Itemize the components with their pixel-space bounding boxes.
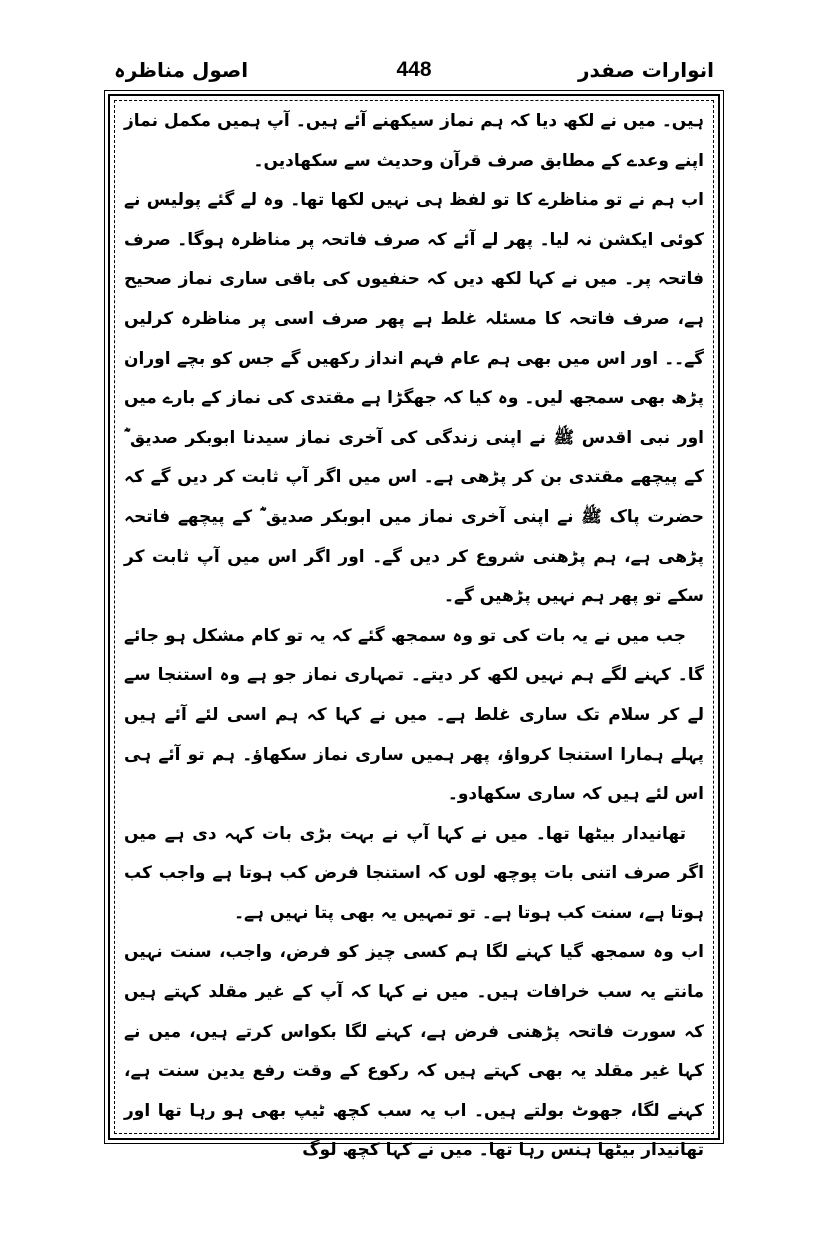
body-text xyxy=(124,102,704,1161)
paragraph: جب میں نے یہ بات کی تو وہ سمجھ گئے کہ یہ تو کام مشکل ہو جائے گا۔ کہنے لگے ہم نہیں لکھ کر دیتے۔ تمہاری نماز جو ہے وہ استنجا سے لے کر سلام تک ساری غلط ہے۔ میں نے کہا کہ ہم اسی لئے آئے ہیں پہلے ہمارا استنجا کرواؤ، پھر ہمیں ساری نماز سکھاؤ۔ ہم تو آئے ہی اس لئے ہیں کہ ساری سکھادو۔ xyxy=(124,625,704,805)
book-title: انوارات صفدر xyxy=(578,58,714,82)
page-header xyxy=(108,56,720,92)
paragraph: اب وہ سمجھ گیا کہنے لگا ہم کسی چیز کو فرض، واجب، سنت نہیں مانتے یہ سب خرافات ہیں۔ میں نے کہا کہ آپ کے غیر مقلد کہتے ہیں کہ سورت فاتحہ پڑھنی فرض ہے، کہنے لگا بکواس کرتے ہیں، میں نے کہا غیر مقلد یہ بھی کہتے ہیں کہ رکوع کے وقت رفع یدین سنت ہے، کہنے لگا، جھوٹ بولتے ہیں۔ اب یہ سب کچھ ٹیپ بھی ہو رہا تھا اور تھانیدار بیٹھا ہنس رہا تھا۔ میں نے کہا کچھ لوگ xyxy=(124,942,704,1161)
chapter-title: اصول مناظرہ xyxy=(114,58,249,82)
decorative-border xyxy=(108,94,720,1161)
paragraph: اب ہم نے تو مناظرے کا تو لفظ ہی نہیں لکھا تھا۔ وہ لے گئے پولیس نے کوئی ایکشن نہ لیا۔ پھر لے آئے کہ صرف فاتحہ پر مناظرہ ہوگا۔ صرف فاتحہ پر۔ میں نے کہا لکھ دیں کہ حنفیوں کی باقی ساری نماز صحیح ہے، صرف فاتحہ کا مسئلہ غلط ہے پھر صرف اسی پر مناظرہ کرلیں گے۔۔ اور اس میں بھی ہم عام فہم انداز رکھیں گے جس کو بچے اوران پڑھ بھی سمجھ لیں۔ وہ کیا کہ جھگڑا ہے مقتدی کی نماز کے بارے میں اور نبی اقدس ﷺ نے اپنی زندگی کی آخری نماز سیدنا ابوبکر صدیق ؓ کے پیچھے مقتدی بن کر پڑھی ہے۔ اس میں اگر آپ ثابت کر دیں گے کہ حضرت پاک ﷺ نے اپنی آخری نماز میں ابوبکر صدیق ؓ کے پیچھے فاتحہ پڑھی ہے، ہم پڑھنی شروع کر دیں گے۔ اور اگر اس میں آپ ثابت کر سکے تو پھر ہم نہیں پڑھیں گے۔ xyxy=(124,190,704,607)
page-number: 448 xyxy=(396,58,432,81)
paragraph: تھانیدار بیٹھا تھا۔ میں نے کہا آپ نے بہت بڑی بات کہہ دی ہے میں اگر صرف اتنی بات پوچھ لوں کہ استنجا فرض کب ہوتا ہے واجب کب ہوتا ہے، سنت کب ہوتا ہے۔ تو تمہیں یہ بھی پتا نہیں ہے۔ xyxy=(124,823,704,923)
paragraph: ہیں۔ میں نے لکھ دیا کہ ہم نماز سیکھنے آئے ہیں۔ آپ ہمیں مکمل نماز اپنے وعدے کے مطابق صرف قرآن وحدیث سے سکھادیں۔ xyxy=(124,111,704,171)
